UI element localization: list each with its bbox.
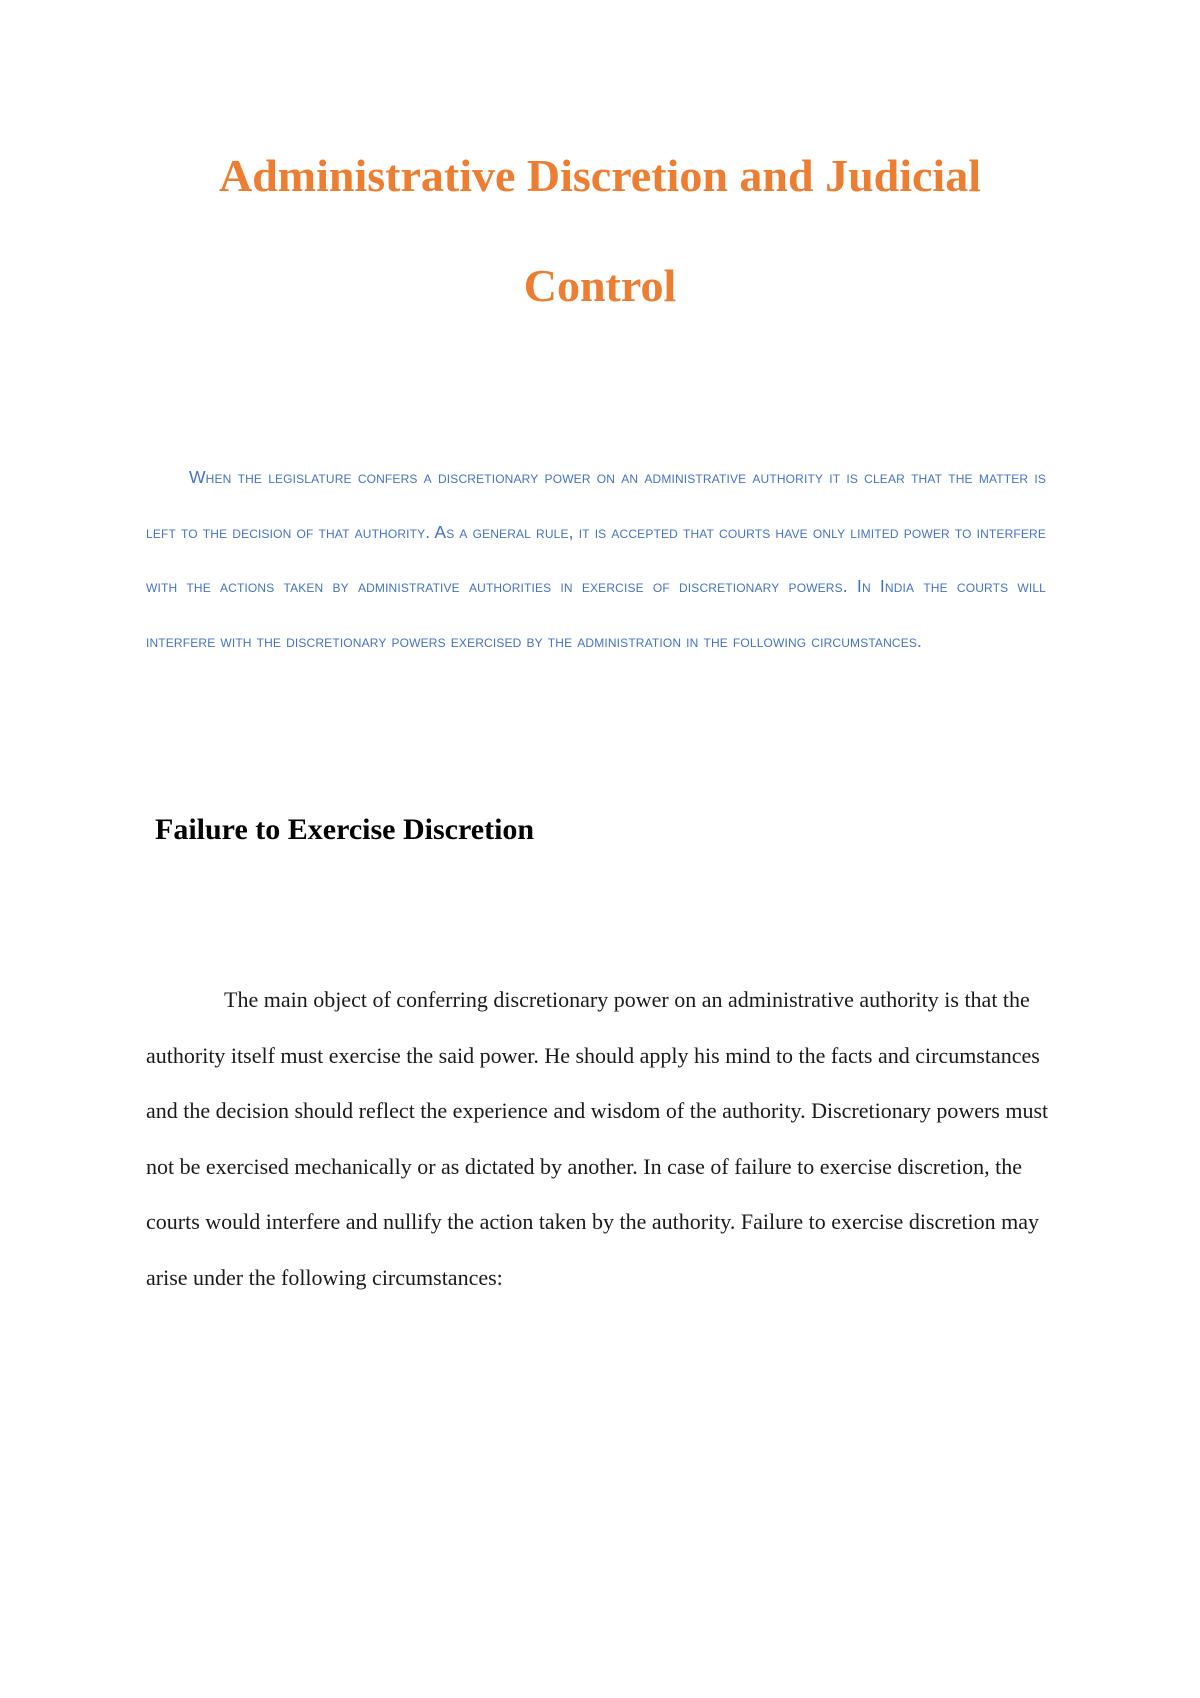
document-title-line-1: Administrative Discretion and Judicial bbox=[218, 150, 981, 201]
document-title-line-2: Control bbox=[523, 260, 677, 311]
body-paragraph: The main object of conferring discretionary power on an administrative authority is that the authority itself must exercise the said power. He should apply his mind to the facts and circumstances and the decision should reflect the experience and wisdom of the authority. Discretionary powers must not be exercised mechanically or as dictated by another. In case of failure to exercise discretion, the courts would interfere and nullify the action taken by the authority. Failure to exercise discretion may arise under the following circumstances: bbox=[146, 987, 1049, 1290]
abstract-paragraph: When the legislature confers a discretionary power on an administrative authority it is clear that the matter is left to the decision of that authority. As a general rule, it is accepted that courts have only limited power to interfere with the actions taken by administrative authorities in exercise of discretionary powers. In India the courts will interfere with the discretionary powers exercised by the administration in the following circumstances. bbox=[146, 467, 1046, 651]
section-heading: Failure to Exercise Discretion bbox=[155, 813, 535, 846]
